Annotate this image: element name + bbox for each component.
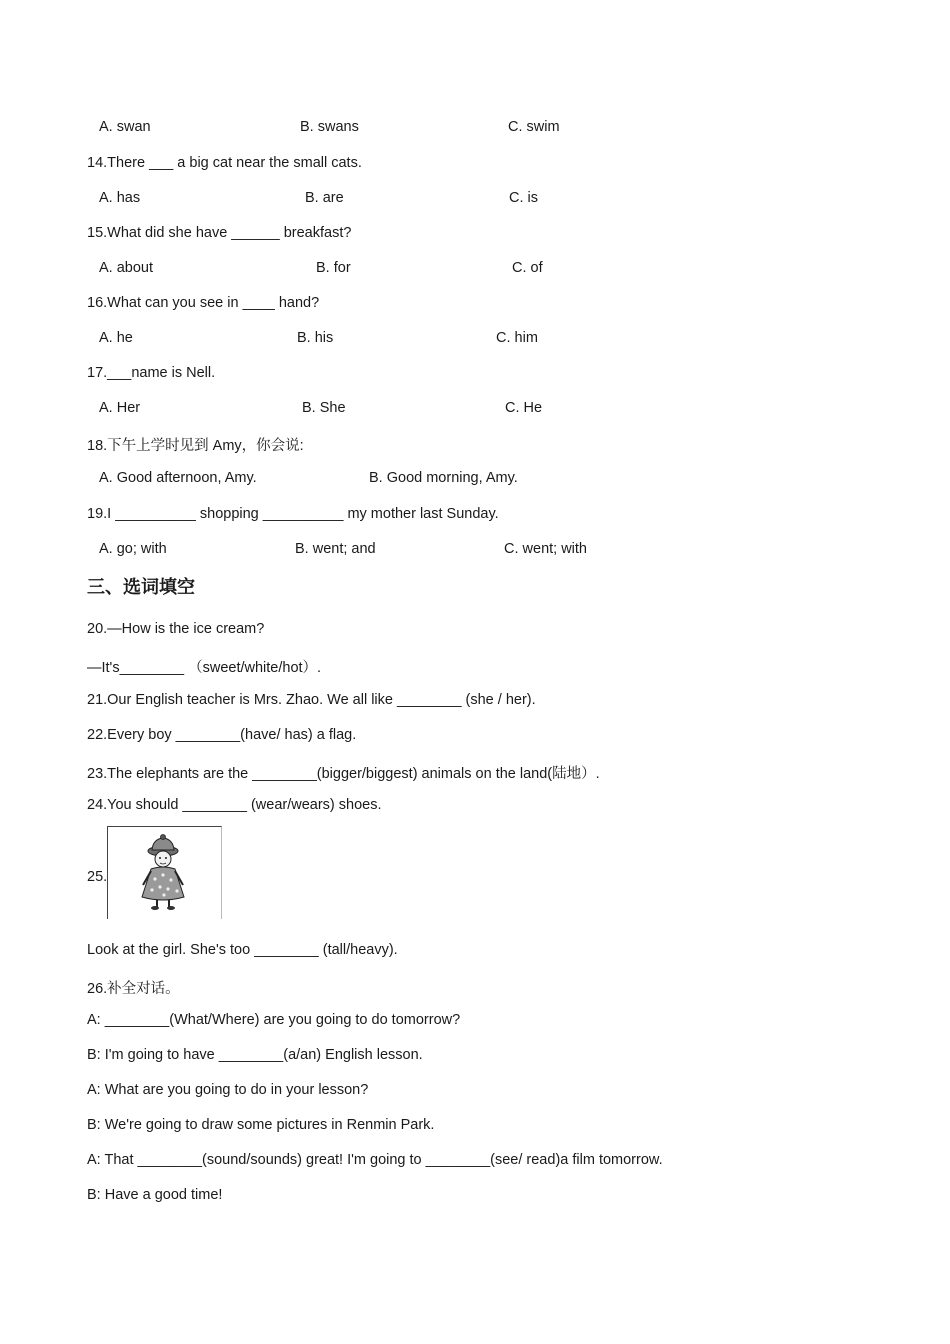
q15-option-b: B. for xyxy=(316,260,351,276)
q17-question: 17.___name is Nell. xyxy=(87,365,216,381)
q16-option-b: B. his xyxy=(297,330,334,346)
dialogue-line: B: We're going to draw some pictures in Renmin Park. xyxy=(87,1117,435,1133)
q18-option-b: B. Good morning, Amy. xyxy=(369,470,518,486)
q17-option-c: C. He xyxy=(505,400,543,416)
dialogue-line: A: ________(What/Where) are you going to do tomorrow? xyxy=(87,1012,461,1028)
q25-number: 25. xyxy=(87,869,108,885)
q17-option-b: B. She xyxy=(302,400,346,416)
q23-question: 23.The elephants are the ________(bigger/biggest) animals on the land(陆地）. xyxy=(87,766,600,782)
q14-option-a: A. has xyxy=(99,190,141,206)
q20-line-1: 20.—How is the ice cream? xyxy=(87,621,265,637)
q16-question: 16.What can you see in ____ hand? xyxy=(87,295,320,311)
girl-picture-frame xyxy=(107,826,222,919)
q19-question: 19.I __________ shopping __________ my mother last Sunday. xyxy=(87,506,499,522)
q19-option-a: A. go; with xyxy=(99,541,167,557)
q13-option-c: C. swim xyxy=(508,119,560,135)
girl-illustration xyxy=(108,827,221,919)
q26-title: 26.补全对话。 xyxy=(87,981,180,997)
q14-option-b: B. are xyxy=(305,190,344,206)
q18-option-a: A. Good afternoon, Amy. xyxy=(99,470,257,486)
q24-question: 24.You should ________ (wear/wears) shoes. xyxy=(87,797,382,813)
section-heading: 三、选词填空 xyxy=(87,577,195,597)
dialogue-line: A: What are you going to do in your lesson? xyxy=(87,1082,369,1098)
dialogue-line: B: Have a good time! xyxy=(87,1187,223,1203)
q21-question: 21.Our English teacher is Mrs. Zhao. We all like ________ (she / her). xyxy=(87,692,536,708)
dialogue-line: B: I'm going to have ________(a/an) English lesson. xyxy=(87,1047,423,1063)
q20-line-2: —It's________ （sweet/white/hot）. xyxy=(87,660,322,676)
q14-option-c: C. is xyxy=(509,190,538,206)
q15-question: 15.What did she have ______ breakfast? xyxy=(87,225,352,241)
q18-question: 18.下午上学时见到 Amy，你会说: xyxy=(87,438,304,454)
q14-question: 14.There ___ a big cat near the small cats. xyxy=(87,155,362,171)
q13-option-a: A. swan xyxy=(99,119,151,135)
q15-option-c: C. of xyxy=(512,260,543,276)
q13-option-b: B. swans xyxy=(300,119,359,135)
q25-question: Look at the girl. She's too ________ (tall/heavy). xyxy=(87,942,398,958)
q22-question: 22.Every boy ________(have/ has) a flag. xyxy=(87,727,357,743)
q16-option-c: C. him xyxy=(496,330,538,346)
dialogue-line: A: That ________(sound/sounds) great! I'm going to ________(see/ read)a film tomorrow. xyxy=(87,1152,663,1168)
q19-option-c: C. went; with xyxy=(504,541,587,557)
q15-option-a: A. about xyxy=(99,260,154,276)
q16-option-a: A. he xyxy=(99,330,133,346)
q17-option-a: A. Her xyxy=(99,400,141,416)
q19-option-b: B. went; and xyxy=(295,541,376,557)
